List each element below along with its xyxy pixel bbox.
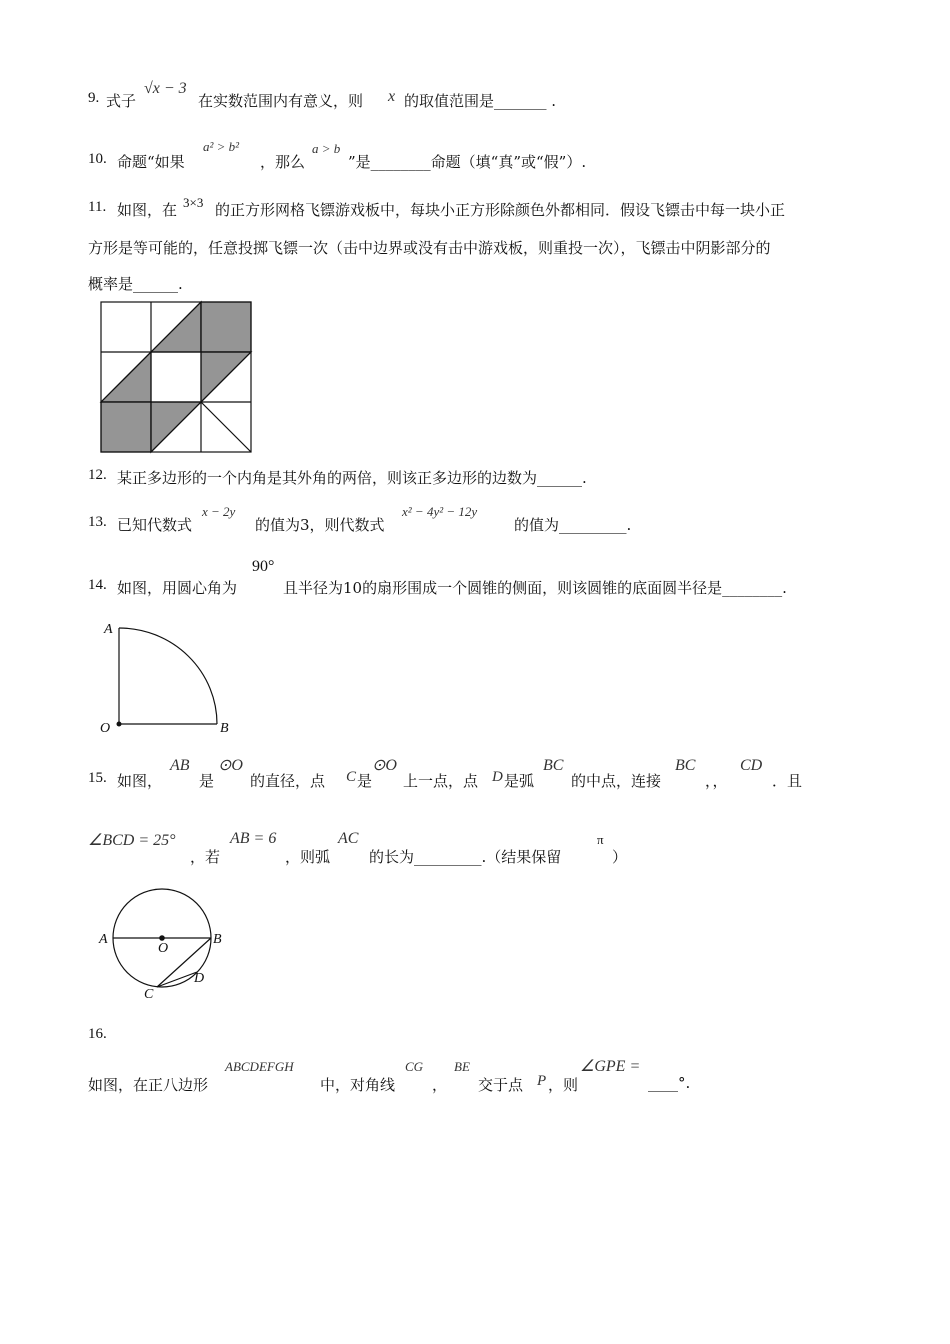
question-text: 的直径，点 — [250, 772, 326, 790]
arc-BC: BC — [543, 757, 564, 774]
question-text: 如图，在正八边形 — [88, 1076, 209, 1094]
sector-figure — [96, 616, 241, 740]
question-text: 上一点，点 — [403, 772, 479, 790]
question-text: ，若 — [190, 848, 221, 866]
question-text: 的长为_________.（结果保留 — [369, 848, 562, 866]
pi-symbol: π — [597, 832, 604, 847]
label-O: O — [158, 941, 169, 956]
question-number: 13. — [88, 514, 107, 530]
algebraic-expression: x − 2y — [202, 504, 236, 519]
angle-expression: ∠BCD = 25° — [88, 832, 176, 849]
question-text: 是 — [357, 772, 373, 790]
diagonal-BE: BE — [454, 1059, 470, 1074]
question-text: 的正方形网格飞镖游戏板中，每块小正方形除颜色外都相同．假设飞镖击中每一块小正 — [215, 201, 786, 219]
shaded-square — [101, 402, 151, 452]
question-text: ．且 — [772, 772, 803, 790]
algebraic-expression: x² − 4y² − 12y — [402, 504, 478, 519]
grid-size-expression: 3×3 — [183, 195, 204, 210]
question-text: 方形是等可能的，任意投掷飞镖一次（击中边界或没有击中游戏板，则重投一次），飞镖击中阴影部分的 — [88, 239, 771, 257]
dartboard-grid-figure — [98, 300, 254, 454]
question-text: 命题“如果 — [117, 153, 185, 171]
question-text: 式子 — [106, 92, 137, 110]
label-B: B — [220, 721, 229, 736]
segment-BC: BC — [675, 757, 696, 774]
question-number: 9. — [88, 90, 100, 106]
question-text: 且半径为10的扇形围成一个圆锥的侧面，则该圆锥的底面圆半径是________. — [283, 579, 787, 597]
question-text: 中，对角线 — [320, 1076, 396, 1094]
question-text: ， — [432, 1076, 448, 1094]
circle-diagram-figure — [94, 886, 234, 1002]
segment-AB: AB — [170, 757, 190, 774]
arc-AB — [119, 628, 217, 724]
octagon-name: ABCDEFGH — [225, 1059, 294, 1074]
inequality-expression: a² > b² — [203, 139, 240, 154]
question-text: 在实数范围内有意义，则 — [198, 92, 364, 110]
circle-O: ⊙O — [218, 757, 243, 774]
length-expression: AB = 6 — [230, 830, 277, 847]
diagonal-line — [201, 402, 251, 452]
diagonal-CG: CG — [405, 1059, 424, 1074]
question-text: 的中点，连接 — [571, 772, 662, 790]
label-C: C — [144, 987, 154, 1002]
question-text: 如图， — [117, 772, 163, 790]
circle-O: ⊙O — [372, 757, 397, 774]
shaded-square — [201, 302, 251, 352]
question-text: 是 — [199, 772, 215, 790]
answer-blank: ____°. — [648, 1074, 691, 1092]
label-A: A — [104, 622, 113, 637]
question-number: 15. — [88, 770, 107, 786]
question-number: 14. — [88, 577, 107, 593]
question-text: ，那么 — [260, 153, 306, 171]
question-text: ”是________命题（填“真”或“假”）. — [348, 153, 587, 171]
question-text: ） — [612, 848, 628, 866]
arc-AC: AC — [338, 830, 359, 847]
question-text: ，， — [705, 772, 728, 790]
inequality-expression: a > b — [312, 141, 341, 156]
question-text: 如图，用圆心角为 — [117, 579, 238, 597]
question-number: 10. — [88, 151, 107, 167]
variable-x: x — [388, 88, 396, 105]
question-text: ，则 — [548, 1076, 579, 1094]
question-text: 是弧 — [504, 772, 535, 790]
question-number: 12. — [88, 467, 107, 483]
label-D: D — [194, 971, 205, 986]
angle-value: 90° — [252, 558, 275, 575]
sqrt-expression: √x − 3 — [144, 80, 187, 97]
point-C: C — [346, 769, 357, 785]
question-text: 某正多边形的一个内角是其外角的两倍，则该正多边形的边数为______. — [117, 469, 587, 487]
question-text: 如图，在 — [117, 201, 178, 219]
segment-CD: CD — [740, 757, 763, 774]
question-text: 已知代数式 — [117, 516, 193, 534]
question-text: 交于点 — [478, 1076, 524, 1094]
point-P: P — [537, 1073, 547, 1089]
question-text: 的值为_________. — [514, 516, 632, 534]
center-point — [159, 935, 165, 941]
question-number: 16. — [88, 1026, 107, 1042]
question-text: 概率是______. — [88, 275, 183, 293]
question-text: 的值为3，则代数式 — [255, 516, 385, 534]
label-A: A — [99, 932, 108, 947]
label-O: O — [100, 721, 111, 736]
center-point — [117, 722, 122, 727]
point-D: D — [492, 769, 503, 785]
question-number: 11. — [88, 199, 107, 215]
angle-expression: ∠GPE = — [580, 1058, 641, 1075]
question-text: 的取值范围是_______ . — [404, 92, 557, 110]
question-text: ，则弧 — [285, 848, 331, 866]
label-B: B — [213, 932, 222, 947]
